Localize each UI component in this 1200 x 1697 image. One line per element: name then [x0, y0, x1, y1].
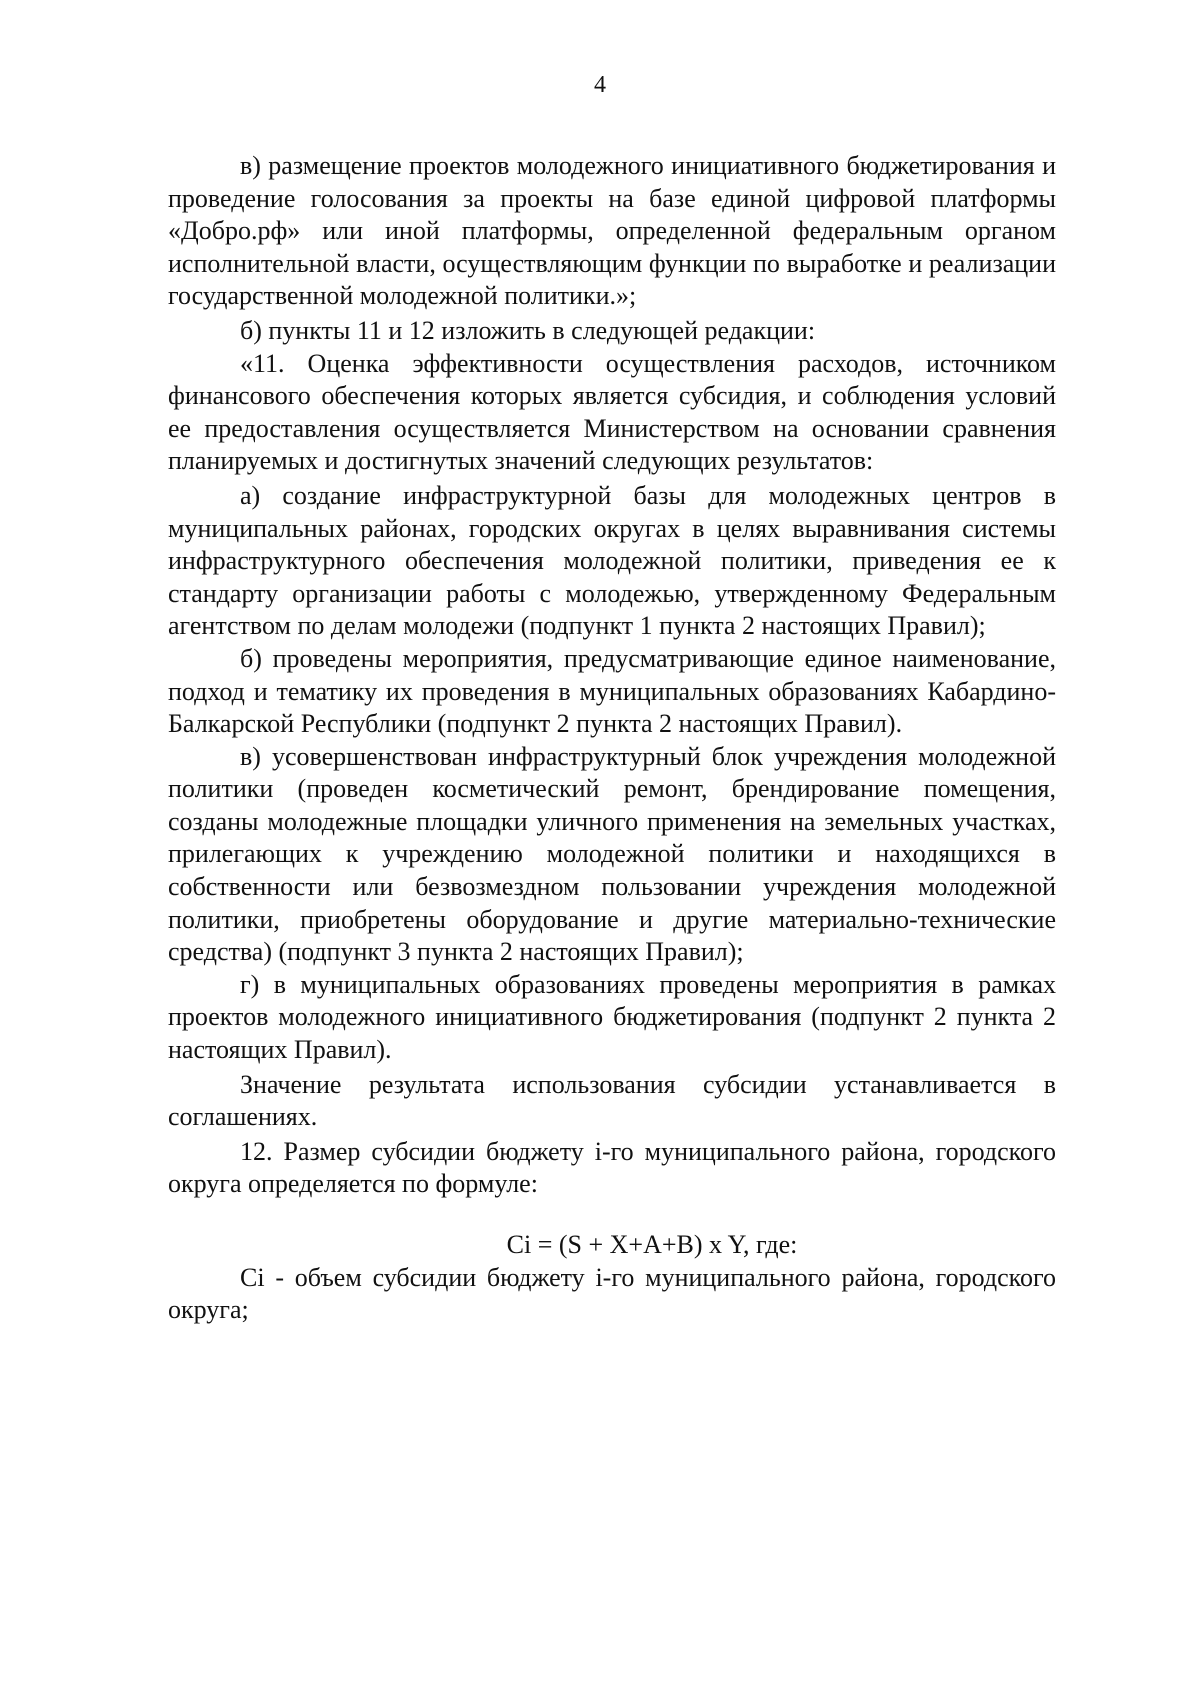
paragraph-result-v: в) усовершенствован инфраструктурный блок учреждения молодежной политики (проведен косметический ремонт, брендирование помещения, созданы молодежные площадки уличного применения на земельных участках, прилегающих к учреждению молодежной политики и находящихся в собственности или безвозмездном пользовании учреждения молодежной политики, приобретены оборудование и другие материально-технические средства) (подпункт 3 пункта 2 настоящих Правил);	[168, 741, 1056, 967]
paragraph-point-12-subsidy-size: 12. Размер субсидии бюджету i-го муниципального района, городского округа определяется по формуле:	[168, 1136, 1056, 1199]
paragraph-result-value-agreements: Значение результата использования субсидии устанавливается в соглашениях.	[168, 1069, 1056, 1132]
paragraph-ci-definition: Ci - объем субсидии бюджету i-го муниципального района, городского округа;	[168, 1262, 1056, 1325]
page-number: 4	[594, 72, 606, 98]
paragraph-item-v-digital-platform: в) размещение проектов молодежного инициативного бюджетирования и проведение голосования за проекты на базе единой цифровой платформы «Добро.рф» или иной платформы, определенной федеральным органом исполнительной власти, осуществляющим функции по выработке и реализации государственной молодежной политики.»;	[168, 151, 1056, 311]
paragraph-amend-points-11-12: б) пункты 11 и 12 изложить в следующей редакции:	[240, 315, 816, 345]
document-body	[168, 150, 1056, 1327]
paragraph-result-a: а) создание инфраструктурной базы для молодежных центров в муниципальных районах, городских округах в целях выравнивания системы инфраструктурного обеспечения молодежной политики, приведения ее к стандарту организации работы с молодежью, утвержденному Федеральным агентством по делам молодежи (подпункт 1 пункта 2 настоящих Правил);	[168, 480, 1056, 641]
paragraph-result-b: б) проведены мероприятия, предусматривающие единое наименование, подход и тематику их проведения в муниципальных образованиях Кабардино-Балкарской Республики (подпункт 2 пункта 2 настоящих Правил).	[168, 643, 1056, 739]
subsidy-formula: Ci = (S + X+A+B) x Y, где:	[506, 1230, 798, 1259]
paragraph-point-11-evaluation: «11. Оценка эффективности осуществления расходов, источником финансового обеспечения которых является субсидия, и соблюдения условий ее предоставления осуществляется Министерством на основании сравнения планируемых и достигнутых значений следующих результатов:	[168, 348, 1056, 476]
paragraph-result-g: г) в муниципальных образованиях проведены мероприятия в рамках проектов молодежного инициативного бюджетирования (подпункт 2 пункта 2 настоящих Правил).	[168, 969, 1056, 1065]
